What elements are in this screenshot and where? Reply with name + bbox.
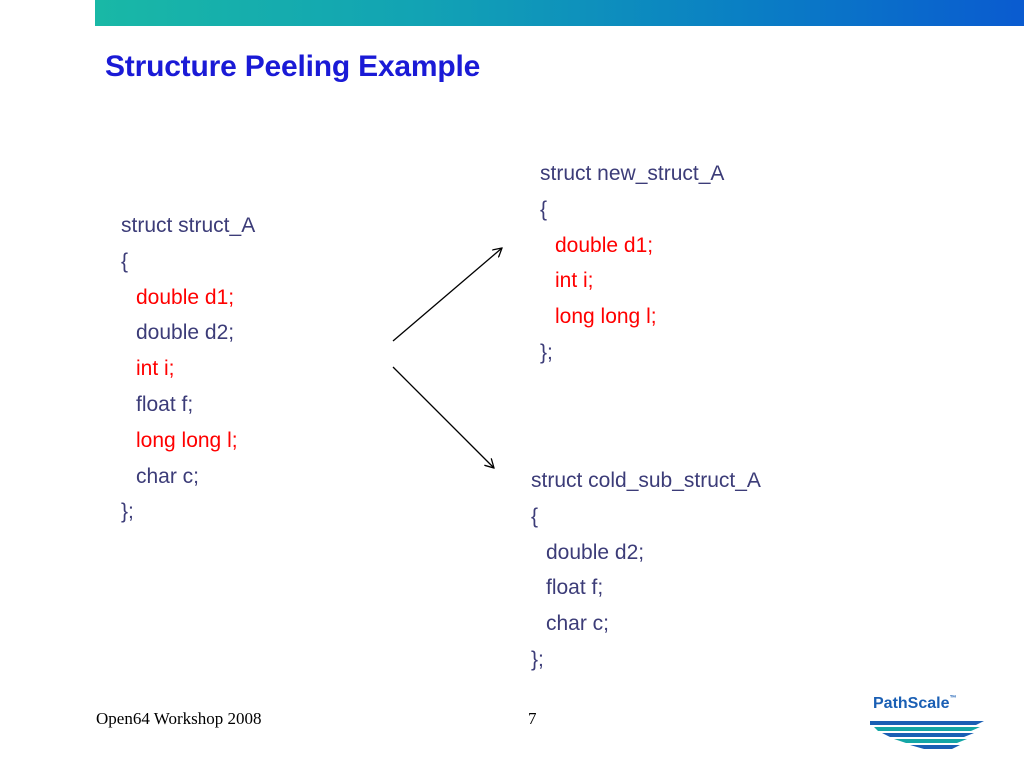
hot-field-line: int i;: [136, 357, 175, 381]
code-line: {: [121, 249, 129, 273]
hot-field-line: long long l;: [136, 428, 238, 452]
code-line: float f;: [546, 576, 604, 600]
code-line: double d2;: [136, 321, 235, 345]
code-line: {: [540, 197, 548, 221]
arrow-to-cold-struct: [393, 367, 494, 468]
code-line: };: [531, 647, 544, 671]
logo-text: PathScale: [873, 695, 950, 712]
footer-event: Open64 Workshop 2008: [96, 709, 262, 728]
cold-struct-code: [531, 463, 761, 678]
code-line: struct cold_sub_struct_A: [531, 469, 761, 492]
hot-field-line: int i;: [555, 269, 594, 293]
hot-field-line: double d1;: [136, 285, 235, 309]
code-line: struct new_struct_A: [540, 162, 725, 185]
code-line: struct struct_A: [121, 214, 256, 237]
arrow-to-hot-struct: [393, 248, 502, 341]
code-line: char c;: [546, 612, 610, 636]
code-line: double d2;: [546, 540, 645, 564]
header-gradient-bar: [95, 0, 1024, 26]
pathscale-logo: [868, 695, 988, 755]
code-line: char c;: [136, 464, 200, 488]
hot-field-line: long long l;: [555, 305, 657, 329]
code-line: };: [121, 500, 134, 524]
page-number: 7: [528, 709, 537, 728]
logo-trademark: ™: [949, 695, 957, 702]
hot-field-line: double d1;: [555, 233, 654, 257]
code-line: float f;: [136, 392, 194, 416]
code-line: };: [540, 340, 553, 364]
logo-stripes-icon: [868, 695, 988, 755]
code-line: {: [531, 504, 539, 528]
slide-title: Structure Peeling Example: [105, 50, 481, 83]
original-struct-code: [121, 208, 255, 530]
hot-struct-code: [540, 156, 724, 371]
